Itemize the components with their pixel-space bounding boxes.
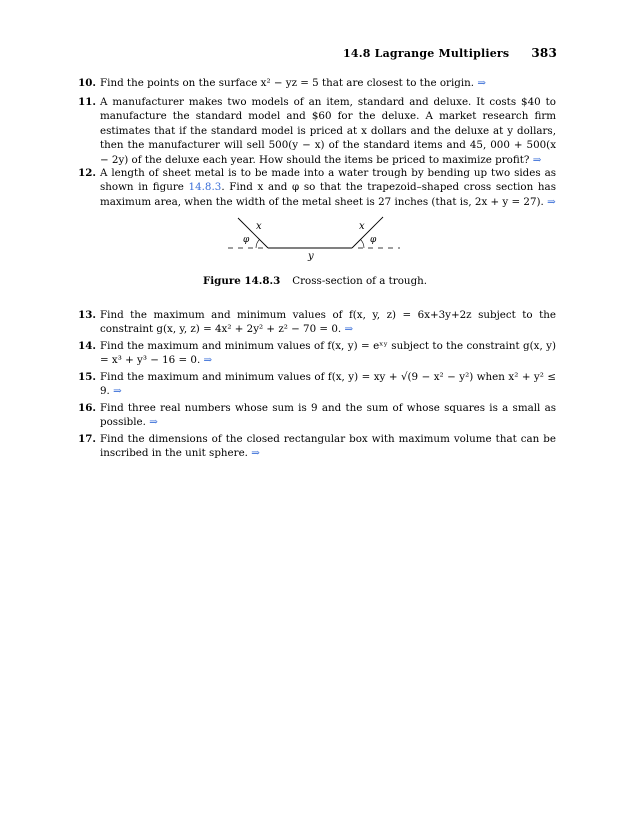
figure-caption	[0, 275, 630, 287]
problem-15	[76, 370, 556, 399]
problem-number: 12.	[78, 167, 96, 179]
answer-link-arrow[interactable]: ⇒	[203, 354, 213, 367]
problem-number: 17.	[78, 433, 96, 445]
page-number: 383	[531, 46, 557, 60]
problem-text: Find the maximum and minimum values of f(x, y) = xy + √(9 − x² − y²) when x² + y² ≤ 9.	[100, 371, 556, 398]
trough-cross-section-figure	[228, 213, 408, 263]
problem-text-part1: A length of sheet metal is to be made into a water trough by bending up two sides as shown in figure	[100, 167, 556, 194]
problem-text: Find three real numbers whose sum is 9 and the sum of whose squares is a small as possible.	[100, 402, 556, 429]
label-y: y	[308, 251, 314, 262]
problem-11	[76, 95, 556, 167]
problem-number: 13.	[78, 309, 96, 321]
answer-link-arrow[interactable]: ⇒	[532, 153, 542, 166]
problem-16	[76, 401, 556, 430]
left-angle-arc	[256, 240, 260, 249]
answer-link-arrow[interactable]: ⇒	[113, 385, 122, 398]
label-x-right: x	[359, 221, 365, 232]
right-side	[352, 217, 383, 248]
problem-text: A manufacturer makes two models of an item, standard and deluxe. It costs $40 to manufacture the standard model and $60 for the deluxe. A market research firm estimates that if the standard model is priced at x dollars and the deluxe at y dollars, then the manufacturer will sell 500(y − x) of the standard items and 45, 000 + 500(x − 2y) of the deluxe each year. How should the items be priced to maximize profit?	[100, 96, 556, 166]
label-phi-left: φ	[243, 235, 250, 245]
label-phi-right: φ	[370, 235, 377, 245]
problem-14	[76, 339, 556, 368]
problem-number: 15.	[78, 371, 96, 383]
problem-number: 14.	[78, 340, 96, 352]
problem-text: Find the dimensions of the closed rectangular box with maximum volume that can be inscribed in the unit sphere.	[100, 433, 556, 460]
problem-text-part2: . Find x and φ so that the trapezoid–shaped cross section has maximum area, when the width of the metal sheet is 27 inches (that is, 2x + y = 27).	[100, 181, 556, 208]
problem-17	[76, 432, 556, 461]
answer-link-arrow[interactable]: ⇒	[547, 195, 556, 208]
problem-13	[76, 308, 556, 337]
problem-text: Find the maximum and minimum values of f(x, y) = eˣʸ subject to the constraint g(x, y) = x³ + y³ − 16 = 0.	[100, 340, 556, 367]
right-angle-arc	[361, 240, 365, 249]
problem-number: 11.	[78, 96, 96, 108]
problem-number: 10.	[78, 77, 96, 89]
caption-label: Figure 14.8.3	[202, 275, 281, 287]
caption-text: Cross-section of a trough.	[292, 275, 428, 287]
answer-link-arrow[interactable]: ⇒	[251, 447, 260, 460]
answer-link-arrow[interactable]: ⇒	[477, 77, 486, 89]
label-x-left: x	[256, 221, 262, 232]
problem-text: Find the points on the surface x² − yz = 5 that are closest to the origin.	[100, 77, 475, 89]
problem-text: Find the maximum and minimum values of f(x, y, z) = 6x+3y+2z subject to the constraint g(x, y, z) = 4x² + 2y² + z² − 70 = 0.	[100, 309, 556, 336]
answer-link-arrow[interactable]: ⇒	[149, 416, 158, 429]
problem-number: 16.	[78, 402, 96, 414]
section-title: 14.8 Lagrange Multipliers	[343, 47, 510, 60]
problem-10	[76, 76, 556, 90]
figure-reference-link[interactable]: 14.8.3	[188, 181, 222, 194]
problem-12	[76, 166, 556, 209]
answer-link-arrow[interactable]: ⇒	[344, 323, 354, 336]
page-header	[343, 46, 557, 60]
